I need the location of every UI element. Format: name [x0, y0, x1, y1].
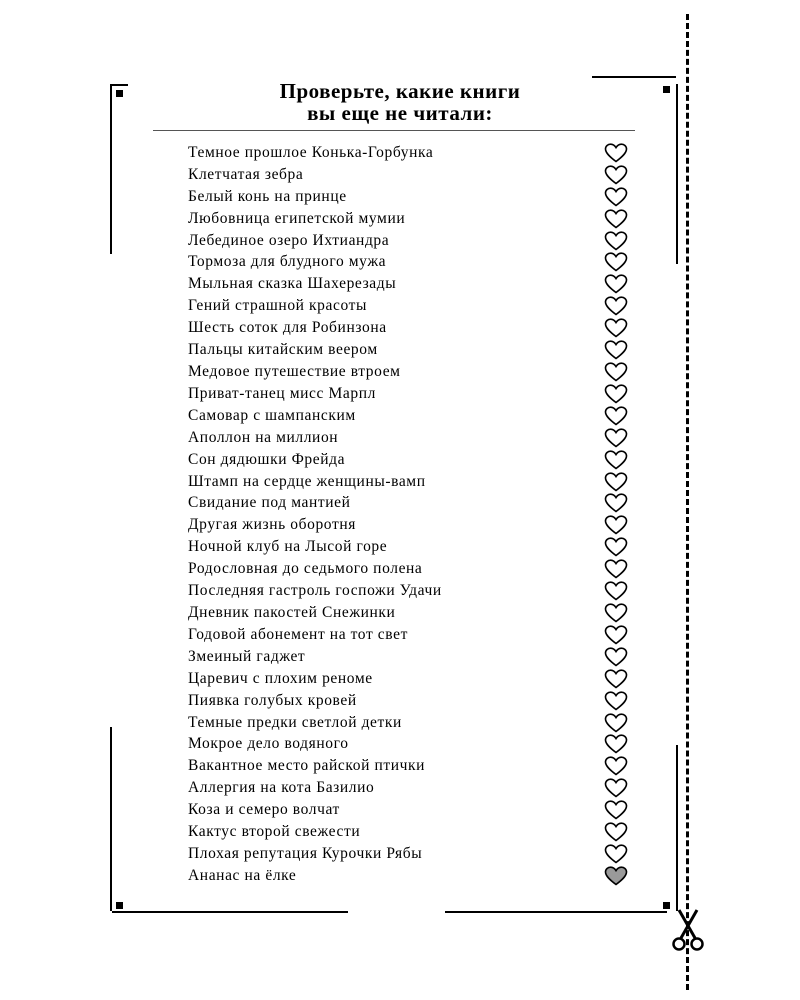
heart-outline-icon[interactable] — [604, 515, 628, 535]
book-item — [188, 514, 628, 536]
book-item — [188, 843, 628, 865]
heart-outline-icon[interactable] — [604, 252, 628, 272]
heart-outline-icon[interactable] — [604, 800, 628, 820]
book-item — [188, 646, 628, 668]
heart-outline-icon[interactable] — [604, 187, 628, 207]
book-title: Царевич с плохим реноме — [188, 669, 373, 687]
book-title: Гений страшной красоты — [188, 297, 368, 315]
book-item — [188, 690, 628, 712]
cut-line — [686, 14, 689, 990]
heart-outline-icon[interactable] — [604, 734, 628, 754]
book-item — [188, 733, 628, 755]
book-title: Темные предки светлой детки — [188, 713, 402, 731]
heart-outline-icon[interactable] — [604, 537, 628, 557]
book-item — [188, 273, 628, 295]
heart-outline-icon[interactable] — [604, 625, 628, 645]
book-title: Дневник пакостей Снежинки — [188, 603, 396, 621]
book-title: Вакантное место райской птички — [188, 757, 426, 775]
book-title: Медовое путешествие втроем — [188, 363, 401, 381]
heart-outline-icon[interactable] — [604, 340, 628, 360]
book-title: Штамп на сердце женщины-вамп — [188, 472, 426, 490]
book-item — [188, 208, 628, 230]
book-title: Коза и семеро волчат — [188, 801, 340, 819]
book-title: Аллергия на кота Базилио — [188, 779, 375, 797]
book-item — [188, 230, 628, 252]
heart-filled-icon[interactable] — [604, 866, 628, 886]
book-title: Аполлон на миллион — [188, 428, 339, 446]
book-title: Клетчатая зебра — [188, 165, 304, 183]
book-title: Приват-танец мисс Марпл — [188, 384, 376, 402]
book-item — [188, 317, 628, 339]
heart-outline-icon[interactable] — [604, 428, 628, 448]
book-title: Ананас на ёлке — [188, 866, 297, 884]
book-title: Родословная до седьмого полена — [188, 560, 423, 578]
book-title: Сон дядюшки Фрейда — [188, 450, 346, 468]
book-item — [188, 668, 628, 690]
book-title: Свидание под мантией — [188, 494, 351, 512]
heart-outline-icon[interactable] — [604, 231, 628, 251]
heart-outline-icon[interactable] — [604, 822, 628, 842]
book-title: Лебединое озеро Ихтиандра — [188, 231, 390, 249]
title-line-1: Проверьте, какие книги — [279, 79, 521, 103]
heart-outline-icon[interactable] — [604, 713, 628, 733]
heart-outline-icon[interactable] — [604, 472, 628, 492]
book-item — [188, 777, 628, 799]
title-divider — [153, 130, 635, 131]
book-title: Другая жизнь оборотня — [188, 516, 356, 534]
title-line-2: вы еще не читали: — [307, 101, 493, 125]
heart-outline-icon[interactable] — [604, 143, 628, 163]
book-item — [188, 865, 628, 887]
heart-outline-icon[interactable] — [604, 384, 628, 404]
book-item — [188, 427, 628, 449]
heart-outline-icon[interactable] — [604, 603, 628, 623]
book-item — [188, 558, 628, 580]
book-title: Шесть соток для Робинзона — [188, 319, 387, 337]
book-title: Темное прошлое Конька-Горбунка — [188, 143, 434, 161]
book-item — [188, 449, 628, 471]
book-item — [188, 712, 628, 734]
heart-outline-icon[interactable] — [604, 165, 628, 185]
book-item — [188, 602, 628, 624]
scissors-icon — [670, 908, 706, 952]
book-title: Змеиный гаджет — [188, 647, 306, 665]
book-item — [188, 493, 628, 515]
page-title — [160, 80, 640, 124]
heart-outline-icon[interactable] — [604, 559, 628, 579]
heart-outline-icon[interactable] — [604, 756, 628, 776]
book-title: Любовница египетской мумии — [188, 209, 406, 227]
heart-outline-icon[interactable] — [604, 296, 628, 316]
heart-outline-icon[interactable] — [604, 274, 628, 294]
book-item — [188, 799, 628, 821]
heart-outline-icon[interactable] — [604, 406, 628, 426]
heart-outline-icon[interactable] — [604, 691, 628, 711]
heart-outline-icon[interactable] — [604, 669, 628, 689]
book-title: Последняя гастроль госпожи Удачи — [188, 582, 442, 600]
book-item — [188, 339, 628, 361]
book-title: Плохая репутация Курочки Рябы — [188, 844, 423, 862]
heart-outline-icon[interactable] — [604, 581, 628, 601]
book-item — [188, 252, 628, 274]
book-title: Пиявка голубых кровей — [188, 691, 357, 709]
heart-outline-icon[interactable] — [604, 362, 628, 382]
heart-outline-icon[interactable] — [604, 450, 628, 470]
book-title: Ночной клуб на Лысой горе — [188, 538, 388, 556]
book-checklist — [188, 142, 628, 887]
book-title: Пальцы китайским веером — [188, 341, 378, 359]
heart-outline-icon[interactable] — [604, 493, 628, 513]
book-item — [188, 821, 628, 843]
book-title: Мыльная сказка Шахерезады — [188, 275, 397, 293]
book-title: Тормоза для блудного мужа — [188, 253, 387, 271]
book-item — [188, 471, 628, 493]
heart-outline-icon[interactable] — [604, 209, 628, 229]
book-title: Самовар с шампанским — [188, 406, 356, 424]
book-item — [188, 164, 628, 186]
book-item — [188, 383, 628, 405]
book-title: Мокрое дело водяного — [188, 735, 349, 753]
heart-outline-icon[interactable] — [604, 318, 628, 338]
heart-outline-icon[interactable] — [604, 647, 628, 667]
book-item — [188, 536, 628, 558]
book-item — [188, 295, 628, 317]
heart-outline-icon[interactable] — [604, 844, 628, 864]
book-title: Белый конь на принце — [188, 187, 347, 205]
book-item — [188, 142, 628, 164]
book-title: Годовой абонемент на тот свет — [188, 625, 408, 643]
book-item — [188, 755, 628, 777]
book-title: Кактус второй свежести — [188, 823, 361, 841]
book-item — [188, 580, 628, 602]
book-item — [188, 624, 628, 646]
book-item — [188, 405, 628, 427]
book-item — [188, 361, 628, 383]
book-item — [188, 186, 628, 208]
heart-outline-icon[interactable] — [604, 778, 628, 798]
